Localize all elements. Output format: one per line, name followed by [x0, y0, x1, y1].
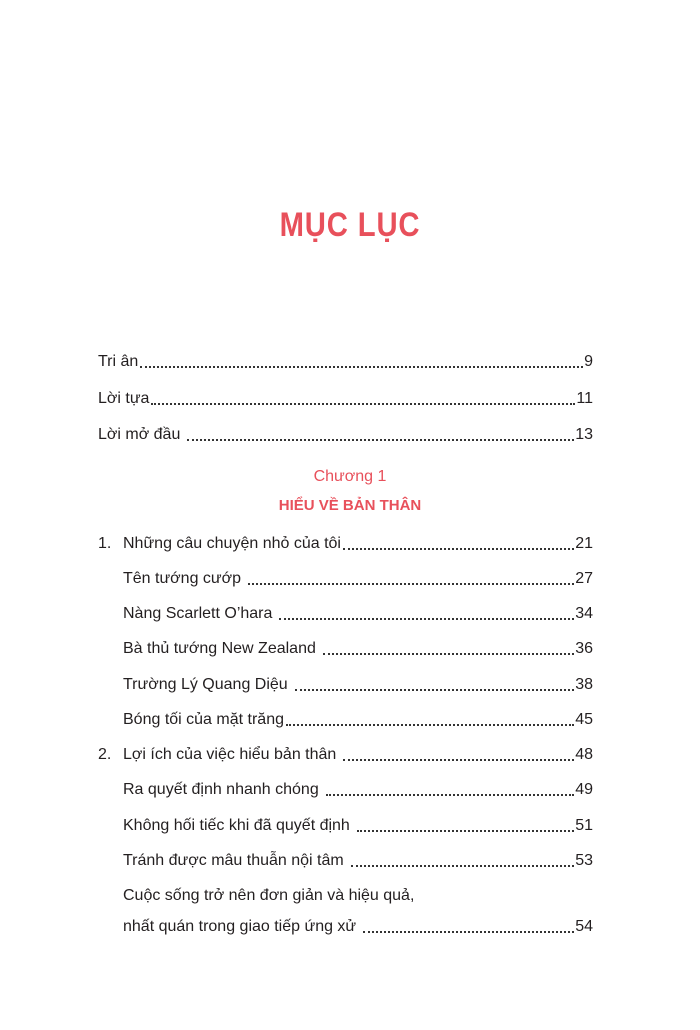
- toc-entry-subsection[interactable]: [123, 778, 593, 802]
- toc-page-number: 34: [575, 605, 593, 622]
- toc-page-number: 51: [575, 817, 593, 834]
- toc-page-number: 9: [584, 353, 593, 370]
- toc-entry-text: Tên tướng cướp: [123, 570, 242, 587]
- chapter-title: HIỂU VỀ BẢN THÂN: [278, 497, 422, 514]
- toc-page-number: 13: [575, 426, 593, 443]
- toc-entry-subsection[interactable]: [123, 602, 593, 626]
- toc-page-number: 11: [576, 390, 593, 407]
- dot-leader: [343, 548, 574, 550]
- section-number: 2.: [98, 746, 112, 763]
- toc-page-number: 36: [575, 640, 593, 657]
- dot-leader: [357, 830, 574, 832]
- toc-page-number: 49: [575, 781, 593, 798]
- toc-entry-introduction[interactable]: [98, 423, 593, 447]
- dot-leader: [326, 794, 574, 796]
- toc-entry-text: Những câu chuyện nhỏ của tôi: [123, 535, 341, 552]
- toc-entry-text: Tránh được mâu thuẫn nội tâm: [123, 852, 344, 869]
- toc-entry-subsection[interactable]: [123, 814, 593, 838]
- toc-entry-text: Ra quyết định nhanh chóng: [123, 781, 319, 798]
- dot-leader: [187, 439, 574, 441]
- page-title: MỤC LỤC: [279, 206, 421, 244]
- dot-leader: [295, 689, 575, 691]
- toc-entry-preface[interactable]: [98, 387, 593, 411]
- toc-page-number: 27: [575, 570, 593, 587]
- dot-leader: [279, 618, 574, 620]
- toc-entry-text: Lợi ích của việc hiểu bản thân: [123, 746, 337, 763]
- chapter-number: Chương 1: [313, 468, 387, 485]
- dot-leader: [351, 865, 574, 867]
- toc-entry-text: Lời mở đầu: [98, 426, 181, 443]
- toc-entry-text: Bà thủ tướng New Zealand: [123, 640, 316, 657]
- dot-leader: [151, 403, 575, 405]
- toc-entry-text: Nàng Scarlett O’hara: [123, 605, 273, 622]
- section-number: 1.: [98, 535, 112, 552]
- dot-leader: [363, 931, 574, 933]
- toc-entry-text: Không hối tiếc khi đã quyết định: [123, 817, 350, 834]
- toc-page-number: 38: [575, 676, 593, 693]
- toc-entry-subsection[interactable]: [123, 849, 593, 873]
- toc-entry-text: Lời tựa: [98, 390, 150, 407]
- toc-page-number: 48: [575, 746, 593, 763]
- toc-entry-text: nhất quán trong giao tiếp ứng xử: [123, 918, 357, 935]
- toc-entry-text: Bóng tối của mặt trăng: [123, 711, 284, 728]
- dot-leader: [140, 366, 583, 368]
- dot-leader: [248, 583, 574, 585]
- toc-entry-acknowledgements[interactable]: [98, 350, 593, 374]
- toc-page-number: 53: [575, 852, 593, 869]
- toc-entry-text-line1: Cuộc sống trở nên đơn giản và hiệu quả,: [123, 887, 415, 904]
- toc-page-number: 54: [575, 918, 593, 935]
- toc-entry-subsection[interactable]: [123, 567, 593, 591]
- toc-page-number: 21: [575, 535, 593, 552]
- dot-leader: [286, 724, 574, 726]
- toc-entry-section[interactable]: [98, 532, 593, 556]
- toc-page-number: 45: [575, 711, 593, 728]
- toc-entry-text: Tri ân: [98, 353, 139, 370]
- toc-entry-section[interactable]: [98, 743, 593, 767]
- toc-entry-subsection[interactable]: [123, 915, 593, 939]
- dot-leader: [343, 759, 574, 761]
- toc-entry-subsection[interactable]: [123, 673, 593, 697]
- toc-entry-text: Trường Lý Quang Diệu: [123, 676, 288, 693]
- toc-entry-subsection[interactable]: [123, 708, 593, 732]
- toc-entry-subsection[interactable]: [123, 637, 593, 661]
- dot-leader: [323, 653, 574, 655]
